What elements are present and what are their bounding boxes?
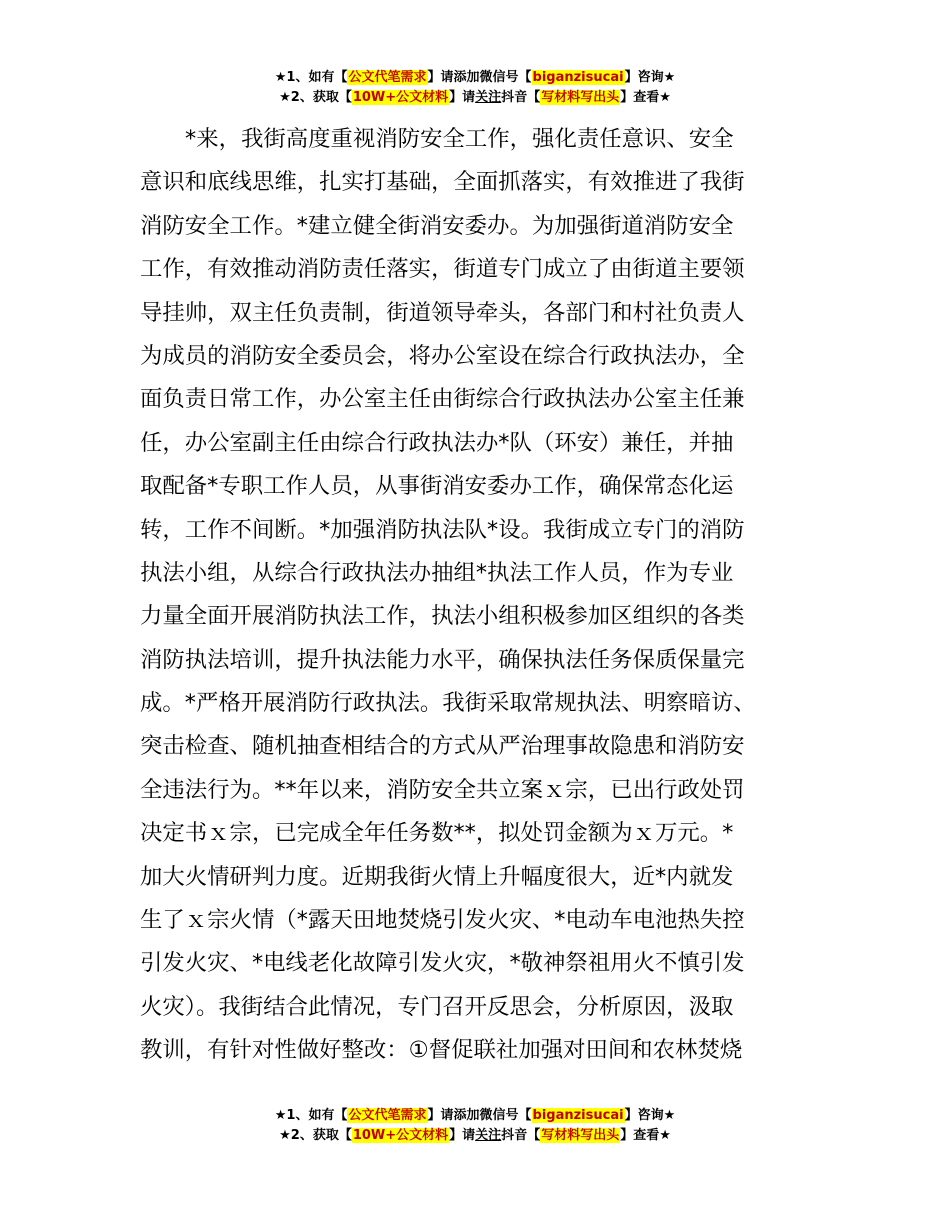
paragraph-line: 消防执法培训，提升执法能力水平，确保执法任务保质保量完 (140, 646, 745, 673)
paragraph-line: 任，办公室副主任由综合行政执法办*队（环安）兼任，并抽 (140, 429, 734, 456)
banner-text: 】请 (449, 90, 476, 105)
paragraph-line: 执法小组，从综合行政执法办抽组*执法工作人员，作为专业 (140, 559, 734, 586)
banner-highlight: 写材料写出头 (541, 90, 620, 105)
header-banner (0, 68, 950, 108)
banner-line-2 (0, 88, 950, 108)
paragraph-line: 突击检查、随机抽查相结合的方式从严治理事故隐患和消防安 (140, 733, 745, 760)
paragraph-line: 引发火灾、*电线老化故障引发火灾，*敬神祭祖用火不慎引发 (140, 950, 745, 977)
paragraph-line: 转，工作不间断。*加强消防执法队*设。我街成立专门的消防 (140, 516, 745, 543)
banner-line-1 (0, 1106, 950, 1126)
paragraph-line: 消防安全工作。*建立健全街消安委办。为加强街道消防安全 (140, 212, 734, 239)
paragraph-line: 火灾）。我街结合此情况，专门召开反思会，分析原因，汲取 (140, 993, 734, 1020)
banner-line-1 (0, 68, 950, 88)
banner-text: 抖音【 (501, 90, 541, 105)
banner-text: 】请 (449, 1128, 476, 1143)
banner-text: 】查看★ (620, 90, 671, 105)
banner-text: 】查看★ (620, 1128, 671, 1143)
banner-text: ★1、如有【 (274, 70, 348, 85)
banner-text: 】请添加微信号【 (427, 70, 532, 85)
paragraph-line: 为成员的消防安全委员会，将办公室设在综合行政执法办，全 (140, 342, 745, 369)
paragraph-line: 加大火情研判力度。近期我街火情上升幅度很大，近*内就发 (140, 863, 734, 890)
paragraph-line: 成。*严格开展消防行政执法。我街采取常规执法、明察暗访、 (140, 690, 756, 717)
paragraph-line: 全违法行为。**年以来，消防安全共立案ｘ宗，已出行政处罚 (140, 776, 745, 803)
paragraph-line: 面负责日常工作，办公室主任由街综合行政执法办公室主任兼 (140, 386, 745, 413)
banner-underlined: 关注 (475, 90, 502, 105)
banner-text: ★1、如有【 (274, 1108, 348, 1123)
banner-highlight: 公文代笔需求 (348, 70, 427, 85)
banner-highlight: 写材料写出头 (541, 1128, 620, 1143)
paragraph-line: *来，我街高度重视消防安全工作，强化责任意识、安全 (185, 126, 734, 152)
paragraph-line: 意识和底线思维，扎实打基础，全面抓落实，有效推进了我街 (140, 169, 745, 196)
paragraph-line: 教训，有针对性做好整改：①督促联社加强对田间和农林焚烧 (140, 1037, 743, 1064)
body-paragraph (140, 118, 820, 1073)
banner-highlight: biganzisucai (532, 1108, 624, 1123)
banner-text: ★2、获取【 (279, 1128, 352, 1143)
paragraph-line: 决定书ｘ宗，已完成全年任务数**，拟处罚金额为ｘ万元。* (140, 820, 734, 847)
footer-banner (0, 1106, 950, 1146)
banner-highlight: 10W+公文材料 (352, 1128, 449, 1143)
banner-text: ★2、获取【 (279, 90, 352, 105)
banner-text: 抖音【 (501, 1128, 541, 1143)
banner-line-2 (0, 1126, 950, 1146)
paragraph-line: 取配备*专职工作人员，从事街消安委办工作，确保常态化运 (140, 473, 734, 500)
paragraph-line: 工作，有效推动消防责任落实，街道专门成立了由街道主要领 (140, 256, 745, 283)
banner-text: 】咨询★ (624, 70, 676, 85)
banner-text: 】咨询★ (624, 1108, 676, 1123)
paragraph-line: 力量全面开展消防执法工作，执法小组积极参加区组织的各类 (140, 603, 745, 630)
banner-text: 】请添加微信号【 (427, 1108, 532, 1123)
banner-underlined: 关注 (475, 1128, 502, 1143)
paragraph-line: 生了ｘ宗火情（*露天田地焚烧引发火灾、*电动车电池热失控 (140, 907, 745, 934)
banner-highlight: 公文代笔需求 (348, 1108, 427, 1123)
banner-highlight: biganzisucai (532, 70, 624, 85)
banner-highlight: 10W+公文材料 (352, 90, 449, 105)
paragraph-line: 导挂帅，双主任负责制，街道领导牵头，各部门和村社负责人 (140, 299, 745, 326)
